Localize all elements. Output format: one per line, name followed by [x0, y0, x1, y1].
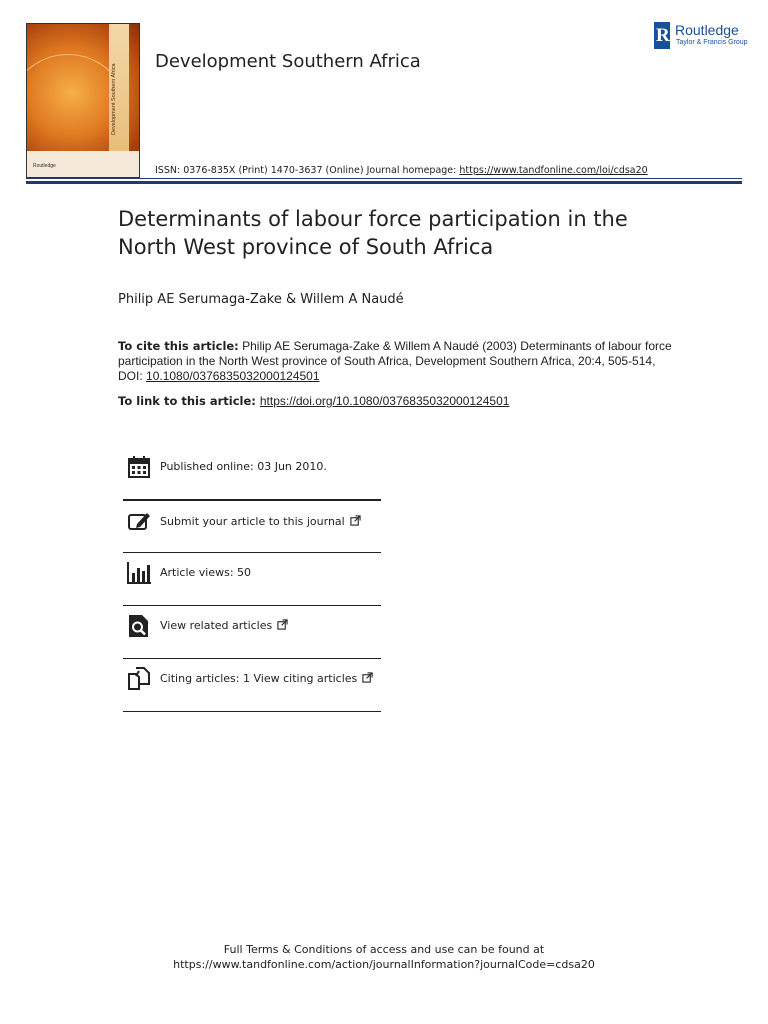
- header-divider: [26, 181, 742, 184]
- citation-block: [118, 339, 678, 384]
- external-link-icon[interactable]: [350, 515, 361, 526]
- article-title: Determinants of labour force participation in the North West province of South Africa: [118, 207, 628, 259]
- submit-article-link[interactable]: Submit your article to this journal: [160, 515, 345, 528]
- info-divider: [123, 658, 381, 659]
- cite-text: Philip AE Serumaga-Zake & Willem A Naudé (2003) Determinants of labour force participation in the North West province of South Africa, Development Southern Africa, 20:4, 505-514, DOI:: [118, 339, 672, 383]
- article-views-label: Article views: 50: [160, 566, 252, 579]
- citing-articles-link[interactable]: Citing articles: 1 View citing articles: [160, 672, 358, 685]
- issn-line: [155, 165, 648, 176]
- article-authors: Philip AE Serumaga-Zake & Willem A Naudé: [118, 292, 404, 307]
- cite-doi-link[interactable]: 10.1080/0376835032000124501: [146, 369, 320, 383]
- article-link-line: [118, 394, 509, 408]
- related-articles-link[interactable]: View related articles: [160, 619, 273, 632]
- cite-label: To cite this article:: [118, 339, 239, 353]
- journal-cover-image: [26, 23, 140, 178]
- citing-documents-icon: [127, 667, 151, 691]
- published-online-label: Published online: 03 Jun 2010.: [160, 460, 327, 473]
- terms-link[interactable]: https://www.tandfonline.com/action/journalInformation?journalCode=cdsa20: [173, 958, 595, 971]
- info-divider: [123, 499, 381, 501]
- journal-homepage-link[interactable]: https://www.tandfonline.com/loi/cdsa20: [459, 165, 648, 176]
- info-divider: [123, 605, 381, 606]
- external-link-icon[interactable]: [277, 619, 288, 630]
- cover-publisher-logo: Routledge: [33, 163, 56, 169]
- document-search-icon: [127, 614, 151, 638]
- link-label: To link to this article:: [118, 394, 256, 408]
- edit-icon: [127, 510, 151, 534]
- article-doi-link[interactable]: https://doi.org/10.1080/0376835032000124501: [259, 394, 510, 408]
- bar-chart-icon: [127, 561, 151, 585]
- info-divider: [123, 552, 381, 553]
- terms-footer: [0, 942, 768, 972]
- routledge-mark-icon: R: [654, 22, 670, 49]
- external-link-icon[interactable]: [362, 672, 373, 683]
- header-divider-thin: [26, 178, 742, 179]
- submit-article-item[interactable]: [123, 510, 381, 562]
- cover-spine-text: Development Southern Africa: [111, 63, 117, 135]
- issn-text: ISSN: 0376-835X (Print) 1470-3637 (Online) Journal homepage:: [155, 165, 460, 176]
- publisher-group: Taylor & Francis Group: [676, 39, 748, 46]
- info-divider: [123, 711, 381, 712]
- journal-title: Development Southern Africa: [155, 51, 421, 72]
- terms-text: Full Terms & Conditions of access and use can be found at: [223, 943, 545, 956]
- publisher-name: Routledge: [675, 22, 739, 38]
- calendar-icon: [127, 455, 151, 479]
